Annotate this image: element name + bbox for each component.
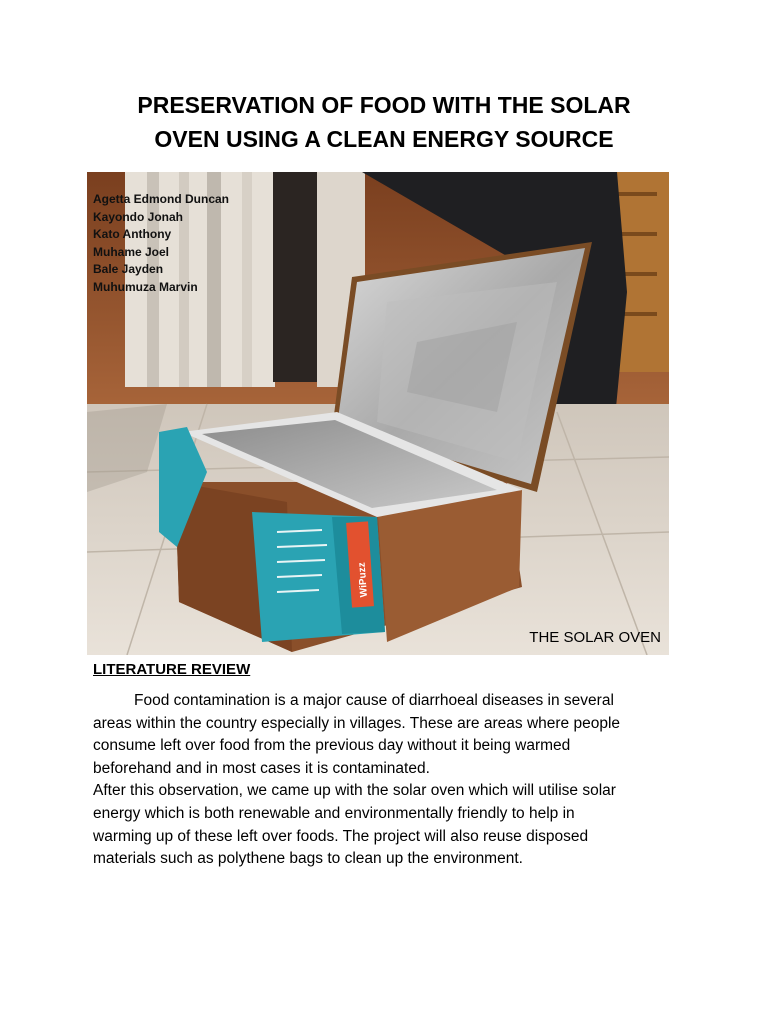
paragraph-line: energy which is both renewable and environmentally friendly to help in (93, 804, 575, 822)
doorway (273, 172, 323, 382)
author-name: Bale Jayden (93, 262, 164, 277)
solar-oven-photo (87, 172, 669, 655)
paragraph-line: Food contamination is a major cause of diarrhoeal diseases in several (134, 692, 614, 709)
paragraph-line: After this observation, we came up with the solar oven which will utilise solar (93, 782, 616, 800)
paragraph-line: materials such as polythene bags to clean up the environment. (93, 850, 523, 868)
author-name: Agetta Edmond Duncan (93, 192, 230, 206)
photo-caption: THE SOLAR OVEN (529, 629, 661, 646)
title-line-2: OVEN USING A CLEAN ENERGY SOURCE (154, 126, 614, 152)
author-name: Muhame Joel (93, 244, 170, 259)
paragraph-line: beforehand and in most cases it is contaminated. (93, 759, 430, 777)
document-title (0, 88, 768, 156)
paragraph-line: consume left over food from the previous day without it being warmed (93, 737, 571, 755)
paragraph-line: warming up of these left over foods. The project will also reuse disposed (93, 827, 589, 845)
title-line-1: PRESERVATION OF FOOD WITH THE SOLAR (137, 92, 631, 118)
literature-paragraph (93, 690, 673, 871)
author-name: Kato Anthony (93, 227, 172, 242)
author-name: Muhumuza Marvin (93, 279, 198, 294)
paragraph-line: areas within the country especially in villages. These are areas where people (93, 714, 621, 732)
author-list (93, 191, 229, 297)
carton-logo-text: WiPuzz (356, 561, 370, 598)
section-heading: LITERATURE REVIEW (93, 661, 251, 678)
author-name: Kayondo Jonah (93, 209, 184, 224)
